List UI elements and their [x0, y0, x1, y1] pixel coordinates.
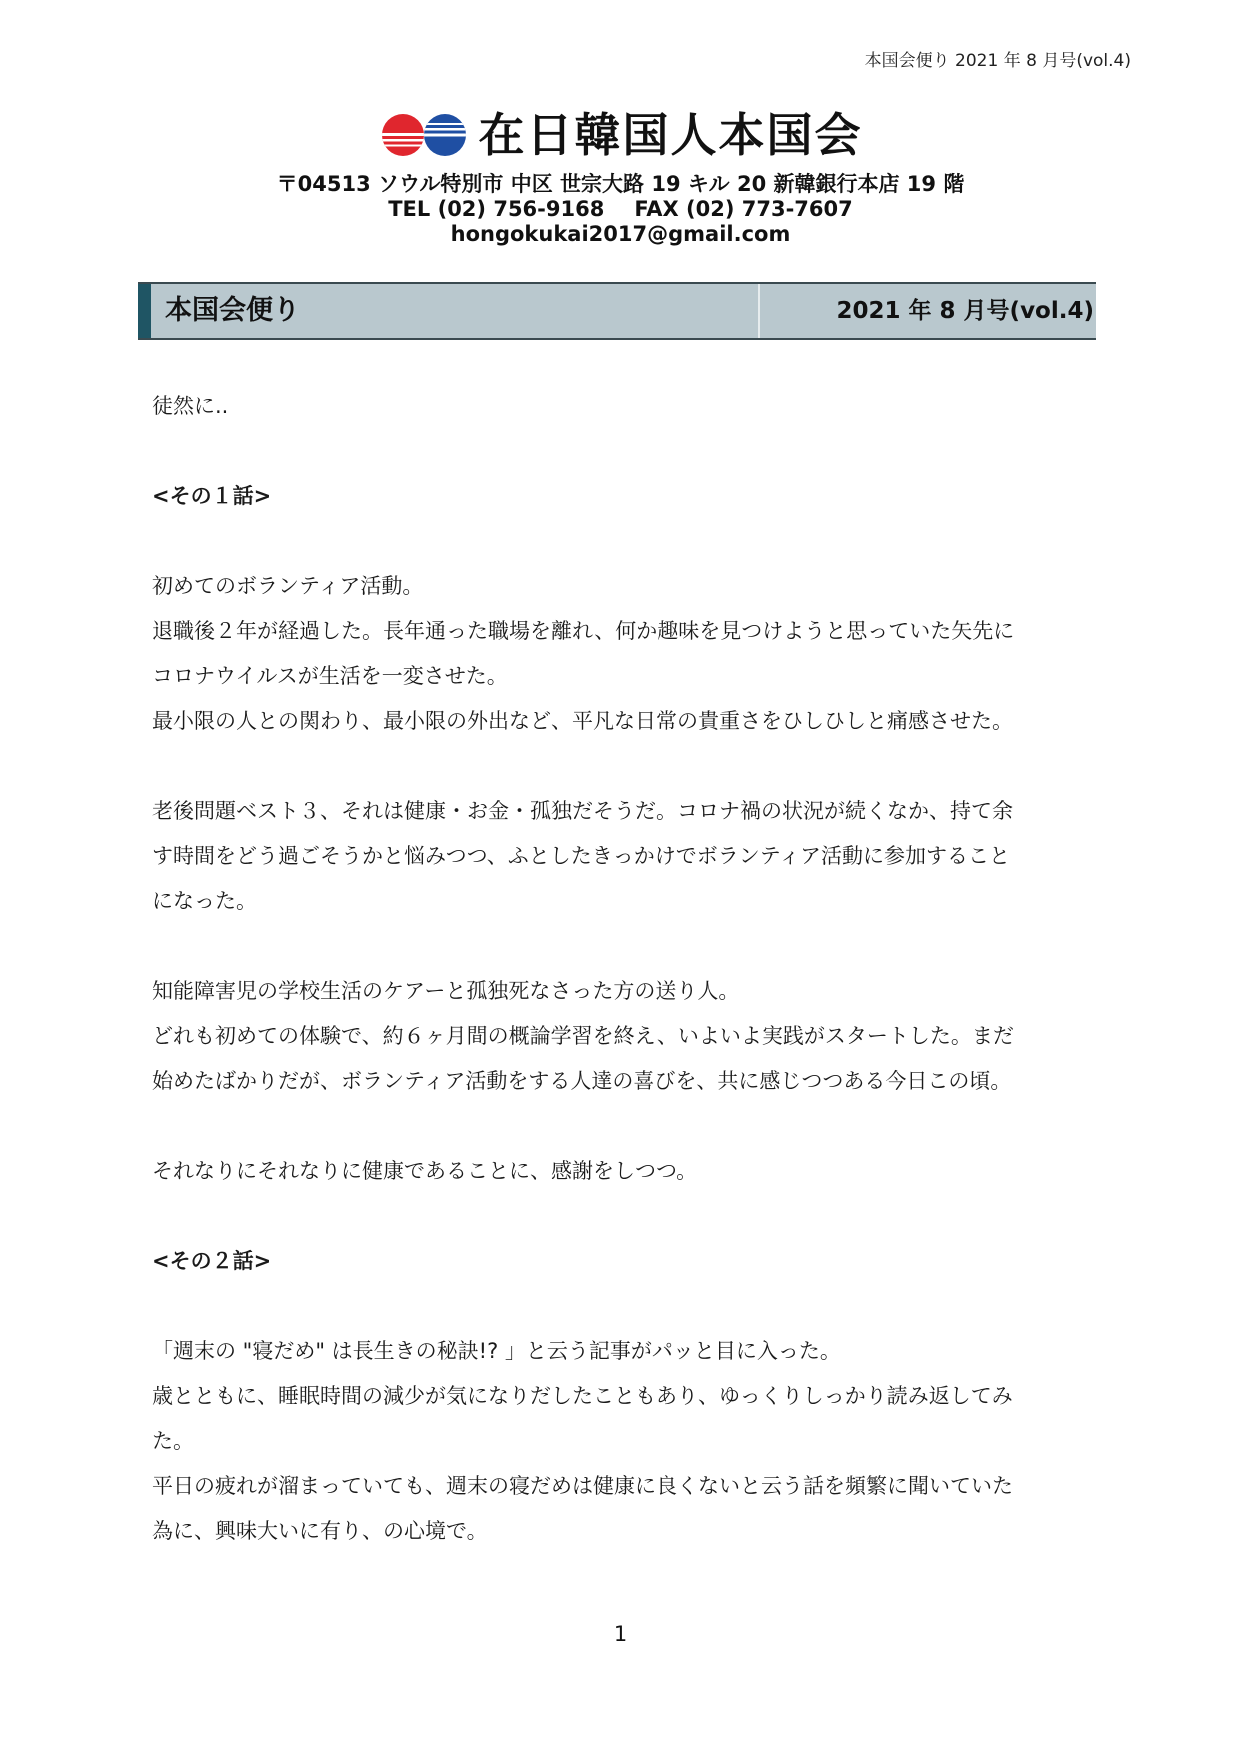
- story1-heading: <その１話>: [152, 484, 272, 508]
- story2-line: 歳とともに、睡眠時間の減少が気になりだしたこともあり、ゆっくりしっかり読み返してみ: [152, 1384, 1013, 1408]
- org-title-row: [0, 104, 1241, 166]
- org-fax: FAX (02) 773-7607: [634, 197, 853, 221]
- story1-line: 退職後２年が経過した。長年通った職場を離れ、何か趣味を見つけようと思っていた矢先に: [152, 619, 1015, 643]
- story1-line: になった。: [152, 889, 257, 913]
- newsletter-banner: [138, 282, 1096, 340]
- story1-line: 始めたばかりだが、ボランティア活動をする人達の喜びを、共に感じつつある今日この頃。: [152, 1069, 1012, 1093]
- page-number: 1: [613, 1622, 628, 1646]
- story2-heading: <その２話>: [152, 1249, 272, 1273]
- story1-line: コロナウイルスが生活を一変させた。: [152, 664, 508, 688]
- banner-divider: [758, 284, 760, 338]
- organization-header: [0, 104, 1241, 247]
- story1-line: 初めてのボランティア活動。: [152, 574, 424, 598]
- banner-issue-date: 2021 年 8 月号(vol.4): [836, 298, 1094, 324]
- story2-line: 為に、興味大いに有り、の心境で。: [152, 1519, 488, 1543]
- org-name: 在日韓国人本国会: [478, 108, 863, 162]
- story1-line: どれも初めての体験で、約６ヶ月間の概論学習を終え、いよいよ実践がスタートした。まだ: [152, 1024, 1014, 1048]
- article-body: [152, 384, 1096, 1554]
- org-logo-icon: [379, 109, 471, 161]
- org-tel: TEL (02) 756-9168: [388, 197, 605, 221]
- org-address: 〒04513 ソウル特別市 中区 世宗大路 19 キル 20 新韓銀行本店 19 階: [276, 172, 965, 196]
- story2-line: 「週末の "寝だめ" は長生きの秘訣!? 」と云う記事がパッと目に入った。: [152, 1339, 841, 1363]
- org-email: hongokukai2017@gmail.com: [450, 222, 791, 246]
- org-contact-phone: [0, 197, 1241, 222]
- story1-line: 老後問題ベスト３、それは健康・お金・孤独だそうだ。コロナ禍の状況が続くなか、持て余: [152, 799, 1013, 823]
- story1-line: それなりにそれなりに健康であることに、感謝をしつつ。: [152, 1159, 698, 1183]
- story2-line: 平日の疲れが溜まっていても、週末の寝だめは健康に良くないと云う話を頻繁に聞いていた: [152, 1474, 1013, 1498]
- story1-line: 最小限の人との関わり、最小限の外出など、平凡な日常の貴重さをひしひしと痛感させた。: [152, 709, 1013, 733]
- story1-line: 知能障害児の学校生活のケアーと孤独死なさった方の送り人。: [152, 979, 740, 1003]
- page-running-header: 本国会便り 2021 年 8 月号(vol.4): [864, 51, 1131, 71]
- banner-accent-bar: [138, 284, 151, 338]
- intro-text: 徒然に..: [152, 394, 229, 418]
- story2-line: た。: [152, 1429, 194, 1453]
- story1-line: す時間をどう過ごそうかと悩みつつ、ふとしたきっかけでボランティア活動に参加すること: [152, 844, 1011, 868]
- banner-title: 本国会便り: [165, 295, 300, 326]
